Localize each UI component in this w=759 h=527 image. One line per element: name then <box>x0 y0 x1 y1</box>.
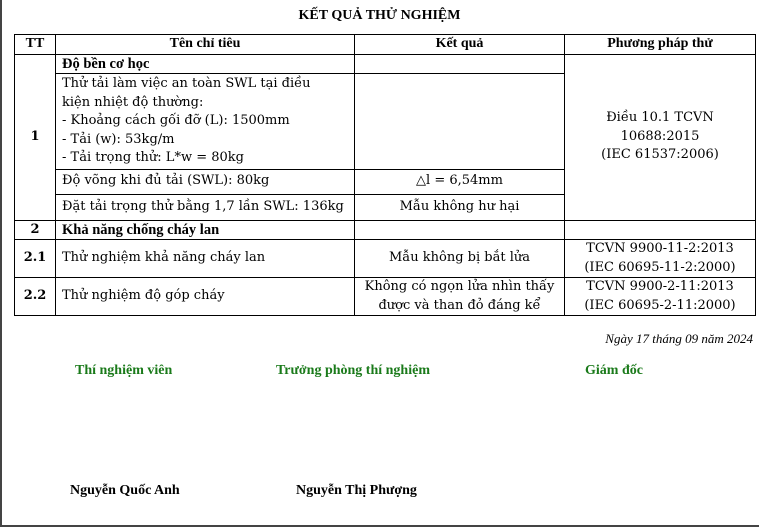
condition-line: kiện nhiệt độ thường: <box>62 94 204 110</box>
row-number: 2.1 <box>15 240 56 278</box>
row-method <box>565 240 756 278</box>
header-result: Kết quả <box>355 35 565 55</box>
header-method: Phương pháp thử <box>565 35 756 55</box>
section2-title: Khả năng chống cháy lan <box>56 220 355 240</box>
deflection-label: Độ võng khi đủ tải (SWL): 80kg <box>56 169 355 194</box>
method-line: TCVN 9900-2-11:2013 <box>586 279 734 294</box>
row-result: Mẫu không bị bắt lửa <box>355 240 565 278</box>
results-table <box>14 34 756 316</box>
document-title: KẾT QUẢ THỬ NGHIỆM <box>298 8 461 23</box>
method-line: (IEC 60695-11-2:2000) <box>584 259 736 275</box>
deflection-result: △l = 6,54mm <box>355 169 565 194</box>
condition-line: - Tải (w): 53kg/m <box>62 131 175 147</box>
load-result: Mẫu không hư hại <box>355 194 565 220</box>
header-tt: TT <box>15 35 56 55</box>
result-line: Không có ngọn lửa nhìn thấy <box>364 279 555 294</box>
page-left-edge <box>0 0 2 527</box>
test-row <box>15 240 756 278</box>
result-line: được và than đỏ đáng kể <box>378 297 541 313</box>
condition-cell <box>56 74 355 170</box>
condition-result-empty <box>355 74 565 170</box>
method-line: 10688:2015 <box>620 128 700 144</box>
load-label: Đặt tải trọng thử bằng 1,7 lần SWL: 136kg <box>56 194 355 220</box>
section2-method-empty <box>565 220 756 240</box>
section1-row <box>15 54 756 74</box>
condition-line: Thử tải làm việc an toàn SWL tại điều <box>62 76 311 91</box>
row-result <box>355 278 565 316</box>
row-number: 2.2 <box>15 278 56 316</box>
method-line: (IEC 61537:2006) <box>601 147 719 163</box>
method-line: TCVN 9900-11-2:2013 <box>586 241 734 256</box>
lab-head-name: Nguyễn Thị Phượng <box>296 483 417 498</box>
section2-row <box>15 220 756 240</box>
method-line: Điều 10.1 TCVN <box>606 110 714 126</box>
header-row <box>15 35 756 55</box>
lab-head-title: Trưởng phòng thí nghiệm <box>276 363 430 378</box>
report-date: Ngày 17 tháng 09 năm 2024 <box>605 331 753 346</box>
row-method <box>565 278 756 316</box>
tester-name: Nguyễn Quốc Anh <box>70 483 180 498</box>
tester-title: Thí nghiệm viên <box>75 363 173 378</box>
condition-line: - Tải trọng thử: L*w = 80kg <box>62 150 244 165</box>
method-line: (IEC 60695-2-11:2000) <box>584 297 736 313</box>
section1-title: Độ bền cơ học <box>56 54 355 74</box>
test-row <box>15 278 756 316</box>
condition-line: - Khoảng cách gối đỡ (L): 1500mm <box>62 113 290 128</box>
row-name: Thử nghiệm khả năng cháy lan <box>56 240 355 278</box>
director-title: Giám đốc <box>585 363 643 378</box>
section2-number: 2 <box>15 220 56 240</box>
section2-result-empty <box>355 220 565 240</box>
header-name: Tên chỉ tiêu <box>56 35 355 55</box>
row-name: Thử nghiệm độ góp cháy <box>56 278 355 316</box>
section1-result-empty <box>355 54 565 74</box>
section1-method <box>565 54 756 220</box>
section1-number: 1 <box>15 54 56 220</box>
